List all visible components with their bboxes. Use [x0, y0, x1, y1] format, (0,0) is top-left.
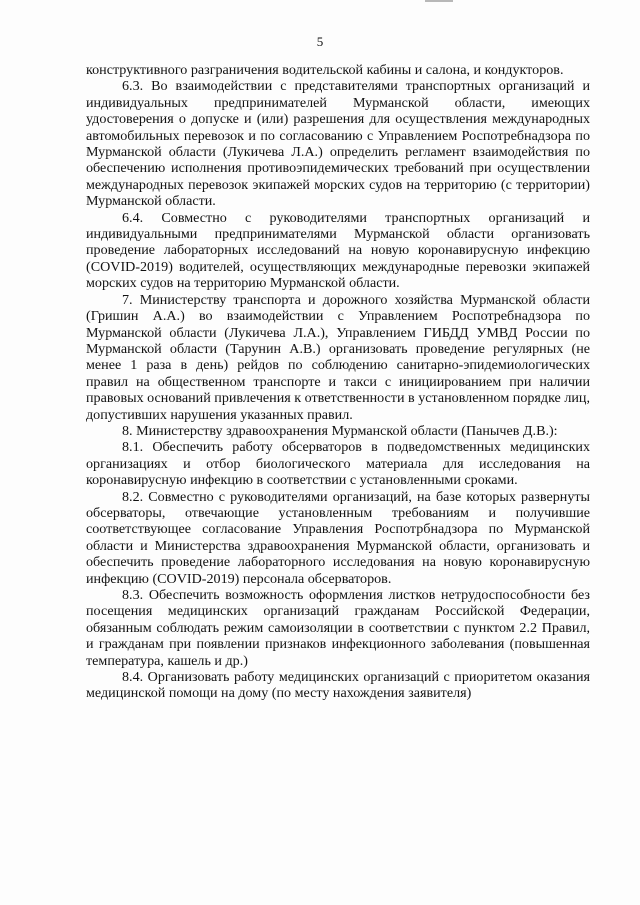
- paragraph-continuation: конструктивного разграничения водительской кабины и салона, и кондукторов.: [86, 62, 564, 78]
- paragraph-6-3: 6.3. Во взаимодействии с представителями транспортных организаций и индивидуальных предпринимателей Мурманской области, имеющих удостоверения о допуске и (или) разрешения для осуществления международных автомобильных перевозок и по согласованию с Управлением Роспотребнадзора по Мурманской области (Лукичева Л.А.) определить регламент взаимодействия по обеспечению исполнения противоэпидемических требований при осуществлении международных перевозок экипажей морских судов на территорию (с территории) Мурманской области.: [86, 78, 590, 210]
- paragraph-7: 7. Министерству транспорта и дорожного хозяйства Мурманской области (Гришин А.А.) во взаимодействии с Управлением Роспотребнадзора по Мурманской области (Лукичева Л.А.), Управлением ГИБДД УМВД России по Мурманской области (Тарунин А.В.) организовать проведение регулярных (не менее 1 раза в день) рейдов по соблюдению санитарно-эпидемиологических правил на общественном транспорте и такси с инициированием при наличии правовых оснований привлечения к ответственности в установленном порядке лиц, допустивших нарушения указанных правил.: [86, 291, 590, 423]
- paragraph-8-4: 8.4. Организовать работу медицинских организаций с приоритетом оказания медицинской помощи на дому (по месту нахождения заявителя): [86, 669, 590, 702]
- document-body: [86, 62, 590, 702]
- paragraph-8-2: 8.2. Совместно с руководителями организаций, на базе которых развернуты обсерваторы, отвечающие установленным требованиям и получившие соответствующее согласование Управления Роспотрбнадзора по Мурманской области и Министерства здравоохранения Мурманской области, организовать и обеспечить проведение лабораторного исследования на новую коронавирусную инфекцию (COVID-2019) персонала обсерваторов.: [86, 488, 590, 587]
- paragraph-8: 8. Министерству здравоохранения Мурманской области (Панычев Д.В.):: [122, 422, 558, 439]
- paragraph-6-4: 6.4. Совместно с руководителями транспортных организаций и индивидуальными предпринимателями Мурманской области организовать проведение лабораторных исследований на новую коронавирусную инфекцию (COVID-2019) водителей, осуществляющих международные перевозки экипажей морских судов на территорию Мурманской области.: [86, 209, 590, 292]
- page-number: 5: [316, 34, 324, 49]
- paragraph-8-3: 8.3. Обеспечить возможность оформления листков нетрудоспособности без посещения медицинских организаций гражданам Российской Федерации, обязанным соблюдать режим самоизоляции в соответствии с пунктом 2.2 Правил, и гражданам при появлении признаков инфекционного заболевания (повышенная температура, кашель и др.): [86, 587, 590, 669]
- scan-artifact-line: [425, 0, 453, 2]
- paragraph-8-1: 8.1. Обеспечить работу обсерваторов в подведомственных медицинских организациях и отбор биологического материала для исследования на коронавирусную инфекцию в соответствии с установленными сроками.: [86, 439, 590, 489]
